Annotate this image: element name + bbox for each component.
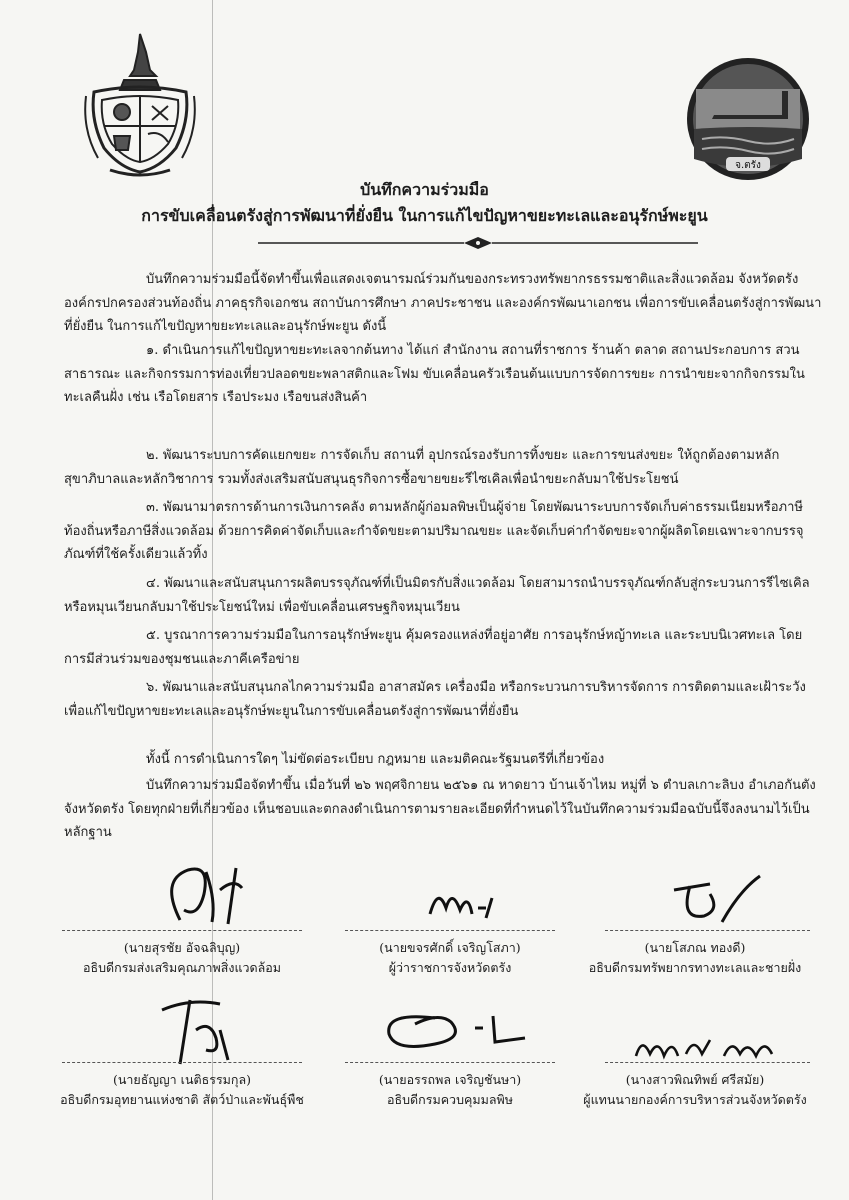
harbor-emblem-icon [684, 55, 812, 183]
closing-paragraph-1: ทั้งนี้ การดำเนินการใดๆ ไม่ขัดต่อระเบียบ กฎหมาย และมติคณะรัฐมนตรีที่เกี่ยวข้อง [146, 752, 605, 767]
signatory-4-title: อธิบดีกรมอุทยานแห่งชาติ สัตว์ป่าและพันธุ์พืช [60, 1092, 304, 1107]
signature-line-3 [605, 930, 810, 932]
signature-line-6 [605, 1062, 810, 1064]
signatory-2-name: (นายขจรศักดิ์ เจริญโสภา) [379, 940, 521, 955]
provincial-seal-icon [80, 30, 200, 180]
list-item-6: ๖. พัฒนาและสนับสนุนกลไกความร่วมมือ อาสาสมัคร เครื่องมือ หรือกระบวนการบริหารจัดการ การติดตามและเฝ้าระวัง เพื่อแก้ไขปัญหาขยะทะเลและอนุรักษ์พะยูนในการขับเคลื่อนตรังสู่การพัฒนาที่ยั่งยืน [64, 680, 806, 719]
signatory-1 [52, 938, 312, 978]
signature-3-image [660, 870, 770, 934]
list-item-4: ๔. พัฒนาและสนับสนุนการผลิตบรรจุภัณฑ์ที่เป็นมิตรกับสิ่งแวดล้อม โดยสามารถนำบรรจุภัณฑ์กลับสู่กระบวนการรีไซเคิล หรือหมุนเวียนกลับมาใช้ประโยชน์ใหม่ เพื่อขับเคลื่อนเศรษฐกิจหมุนเวียน [64, 576, 810, 615]
signatory-6 [565, 1070, 825, 1110]
seal-caption: จ.ตรัง [735, 160, 761, 171]
list-item-1: ๑. ดำเนินการแก้ไขปัญหาขยะทะเลจากต้นทาง ได้แก่ สำนักงาน สถานที่ราชการ ร้านค้า ตลาด สถานประกอบการ สวนสาธารณะ และกิจกรรมการท่องเที่ยวปลอดขยะพลาสติกและโฟม ขับเคลื่อนครัวเรือนต้นแบบการจัดการขยะ การนำขยะจากกิจกรรมในทะเลคืนฝั่ง เช่น เรือโดยสาร เรือประมง เรือขนส่งสินค้า [64, 343, 805, 405]
signatory-4-name: (นายธัญญา เนติธรรมกุล) [112, 1072, 252, 1087]
signature-2-image [420, 878, 510, 928]
signature-1-image [150, 860, 270, 930]
title-divider-ornament [258, 236, 698, 250]
signature-5-image [375, 998, 535, 1058]
document-title: บันทึกความร่วมมือ [360, 180, 489, 199]
signatory-6-title: ผู้แทนนายกองค์การบริหารส่วนจังหวัดตรัง [583, 1092, 807, 1107]
signatory-4 [52, 1070, 312, 1110]
list-item-2: ๒. พัฒนาระบบการคัดแยกขยะ การจัดเก็บ สถานที่ อุปกรณ์รองรับการทิ้งขยะ และการขนส่งขยะ ให้ถูกต้องตามหลักสุขาภิบาลและหลักวิชาการ รวมทั้งส่งเสริมสนับสนุนธุรกิจการซื้อขายขยะรีไซเคิลเพื่อนำขยะกลับมาใช้ประโยชน์ [64, 448, 780, 487]
signature-line-2 [345, 930, 555, 932]
closing-paragraph-2: บันทึกความร่วมมือจัดทำขึ้น เมื่อวันที่ ๒๖ พฤศจิกายน ๒๕๖๑ ณ หาดยาว บ้านเจ้าไหม หมู่ที่ ๖ ตำบลเกาะลิบง อำเภอกันตัง จังหวัดตรัง โดยทุกฝ่ายที่เกี่ยวข้อง เห็นชอบและตกลงดำเนินการตามรายละเอียดที่กำหนดไว้ในบันทึกความร่วมมือฉบับนี้จึงลงนามไว้เป็นหลักฐาน [64, 778, 816, 840]
signature-line-5 [345, 1062, 555, 1064]
document-subtitle: การขับเคลื่อนตรังสู่การพัฒนาที่ยั่งยืน ในการแก้ไขปัญหาขยะทะเลและอนุรักษ์พะยูน [141, 206, 708, 225]
signatory-2-title: ผู้ว่าราชการจังหวัดตรัง [388, 960, 512, 975]
signatory-6-name: (นางสาวพิณทิพย์ ศรีสมัย) [625, 1072, 765, 1087]
signature-line-4 [62, 1062, 302, 1064]
signatory-1-name: (นายสุรชัย อัจฉลิบุญ) [123, 940, 241, 955]
signatory-1-title: อธิบดีกรมส่งเสริมคุณภาพสิ่งแวดล้อม [82, 960, 282, 975]
signatory-3 [565, 938, 825, 978]
list-item-5: ๕. บูรณาการความร่วมมือในการอนุรักษ์พะยูน คุ้มครองแหล่งที่อยู่อาศัย การอนุรักษ์หญ้าทะเล และระบบนิเวศทะเล โดยการมีส่วนร่วมของชุมชนและภาคีเครือข่าย [64, 628, 803, 667]
signature-6-image [630, 1030, 780, 1066]
signatory-5-name: (นายอรรถพล เจริญชันษา) [378, 1072, 522, 1087]
signatory-5-title: อธิบดีกรมควบคุมมลพิษ [386, 1092, 513, 1107]
signatory-2 [320, 938, 580, 978]
intro-paragraph: บันทึกความร่วมมือนี้จัดทำขึ้นเพื่อแสดงเจตนารมณ์ร่วมกันของกระทรวงทรัพยากรธรรมชาติและสิ่งแวดล้อม จังหวัดตรัง องค์กรปกครองส่วนท้องถิ่น ภาคธุรกิจเอกชน สถาบันการศึกษา ภาคประชาชน และองค์กรพัฒนาเอกชน เพื่อการขับเคลื่อนตรังสู่การพัฒนาที่ยั่งยืน ในการแก้ไขปัญหาขยะทะเลและอนุรักษ์พะยูน ดังนี้ [64, 272, 822, 334]
signature-4-image [150, 990, 240, 1070]
signatory-3-name: (นายโสภณ ทองดี) [644, 940, 746, 955]
signature-line-1 [62, 930, 302, 932]
list-item-3: ๓. พัฒนามาตรการด้านการเงินการคลัง ตามหลักผู้ก่อมลพิษเป็นผู้จ่าย โดยพัฒนาระบบการจัดเก็บค่าธรรมเนียมหรือภาษีท้องถิ่นหรือภาษีสิ่งแวดล้อม ด้วยการคิดค่าจัดเก็บและกำจัดขยะตามปริมาณขยะ และจัดเก็บค่ากำจัดขยะจากผู้ผลิตโดยเฉพาะจากบรรจุภัณฑ์ที่ใช้ครั้งเดียวแล้วทิ้ง [64, 500, 804, 562]
signatory-3-title: อธิบดีกรมทรัพยากรทางทะเลและชายฝั่ง [588, 960, 802, 975]
signatory-5 [320, 1070, 580, 1110]
